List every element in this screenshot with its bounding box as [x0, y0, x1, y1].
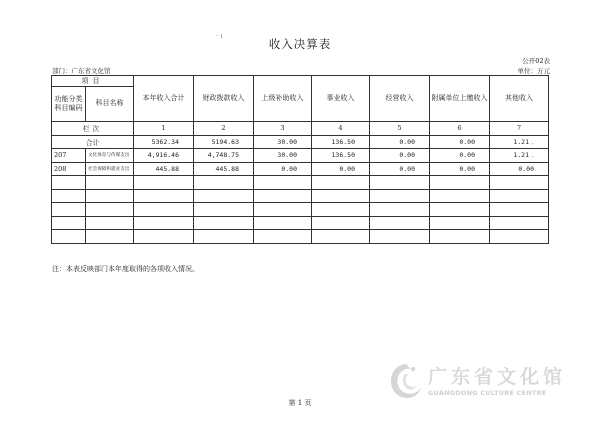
row-name: 社会保障和就业支出	[86, 162, 134, 176]
row-cell: 1.21 ⌄	[490, 149, 549, 163]
empty-row	[52, 216, 549, 230]
table-row-total	[52, 135, 549, 149]
empty-row	[52, 230, 549, 244]
lanci-cell: 1	[134, 122, 194, 136]
total-cell: 136.50	[312, 135, 370, 149]
row-code: 208	[52, 162, 86, 176]
lanci-cell: 6	[430, 122, 490, 136]
header-xiangmu: 项目	[52, 76, 134, 87]
row-cell: 0.00	[370, 149, 430, 163]
total-cell: 30.00	[254, 135, 312, 149]
lanci-cell: 2	[194, 122, 254, 136]
lanci-cell: 4	[312, 122, 370, 136]
row-name: 文化体育与传媒支出	[86, 149, 134, 163]
page-title: 收入决算表	[268, 37, 332, 51]
total-label: 合计	[52, 135, 134, 149]
header-operating-income: 经营收入	[370, 76, 430, 122]
table-row	[52, 149, 549, 163]
scan-mark: · ı	[216, 32, 223, 40]
row-cell: 445.88	[194, 162, 254, 176]
table-row	[52, 162, 549, 176]
footnote: 注：本表反映部门本年度取得的各项收入情况。	[52, 265, 199, 273]
header-business-income: 事业收入	[312, 76, 370, 122]
lanci-cell: 3	[254, 122, 312, 136]
header-other-income: 其他收入	[490, 76, 549, 122]
row-code: 207	[52, 149, 86, 163]
row-cell: 30.00	[254, 149, 312, 163]
row-cell: 0.00	[430, 162, 490, 176]
page-number: 第 1 页	[288, 399, 312, 407]
lanci-label: 栏次	[52, 122, 134, 136]
row-cell: 445.88	[134, 162, 194, 176]
row-cell: 0.00	[490, 162, 549, 176]
total-cell: 0.00	[430, 135, 490, 149]
row-cell: 4,916.46	[134, 149, 194, 163]
logo-chinese-name: 广东省文化馆	[428, 366, 567, 388]
header-total-income: 本年收入合计	[134, 76, 194, 122]
total-cell: 1.21 ⌄	[490, 135, 549, 149]
header-subject-name: 科目名称	[86, 87, 134, 122]
header-affiliate-income: 附属单位上缴收入	[430, 76, 490, 122]
lanci-cell: 5	[370, 122, 430, 136]
income-table	[51, 75, 549, 244]
total-cell: 5362.34	[134, 135, 194, 149]
row-cell: 136.50	[312, 149, 370, 163]
unit-label: 单位：万元	[517, 67, 550, 75]
header-fiscal-income: 财政拨款收入	[194, 76, 254, 122]
row-cell: 0.00	[430, 149, 490, 163]
total-cell: 5194.63	[194, 135, 254, 149]
row-cell: 0.00	[312, 162, 370, 176]
empty-row	[52, 189, 549, 203]
row-cell: 0.00	[370, 162, 430, 176]
lanci-cell: 7	[490, 122, 549, 136]
header-function-code: 功能分类科目编码	[52, 87, 86, 122]
logo-english-name: GUANGDONG CULTURE CENTRE	[428, 389, 547, 397]
form-number: 公开02表	[522, 57, 550, 65]
row-cell: 0.00	[254, 162, 312, 176]
header-superior-subsidy: 上级补助收入	[254, 76, 312, 122]
empty-row	[52, 176, 549, 190]
total-cell: 0.00	[370, 135, 430, 149]
empty-row	[52, 203, 549, 217]
row-cell: 4,748.75	[194, 149, 254, 163]
department-label: 部门：广东省文化馆	[52, 67, 111, 75]
